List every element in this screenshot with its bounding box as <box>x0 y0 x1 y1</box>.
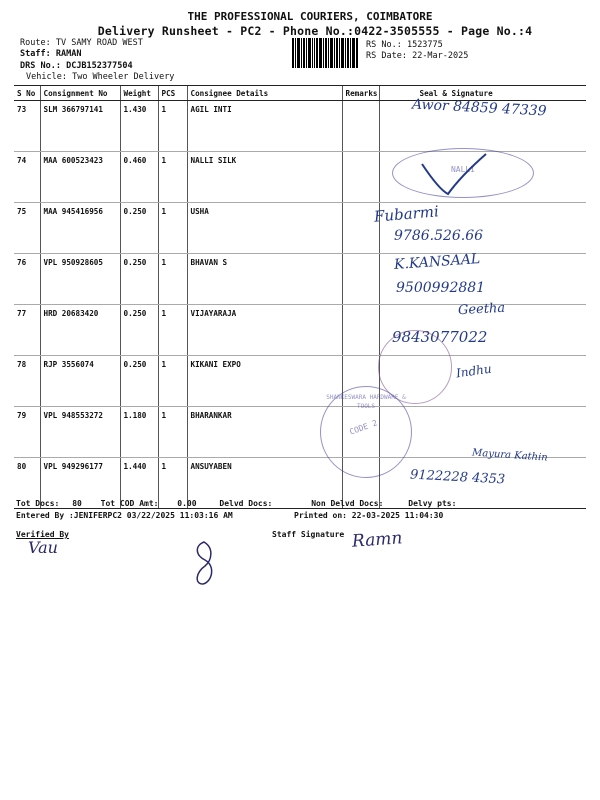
table-row <box>14 254 586 305</box>
staff-label: Staff: <box>20 49 51 59</box>
stamp-row79-text: SHANKESWARA HARDWARE & TOOLS <box>326 394 406 410</box>
tot-docs-label: Tot Docs: <box>16 499 60 508</box>
cell-consignment: HRD 20683420 <box>40 305 120 356</box>
cell-consignee: VIJAYARAJA <box>187 305 342 356</box>
non-delvd-docs-label: Non Delvd Docs: <box>311 499 384 508</box>
cell-sno: 76 <box>14 254 40 305</box>
cell-consignment: MAA 945416956 <box>40 203 120 254</box>
cell-consignment: VPL 950928605 <box>40 254 120 305</box>
cell-weight: 0.250 <box>120 254 158 305</box>
tot-cod-value: 0.00 <box>177 499 197 508</box>
phone-row76: 9500992881 <box>396 280 486 296</box>
rs-no-label: RS No.: <box>366 40 402 50</box>
cell-weight: 0.460 <box>120 152 158 203</box>
staff-value: RAMAN <box>55 49 82 59</box>
col-sno: S No <box>14 86 40 101</box>
rs-date-label: RS Date: <box>366 51 407 61</box>
drs-line <box>20 61 133 71</box>
entered-by: Entered By :JENIFERPC2 03/22/2025 11:03:16 AM <box>16 511 233 520</box>
staff-signature: Ramn <box>351 528 404 552</box>
cell-remarks <box>342 305 379 356</box>
cell-weight: 0.250 <box>120 203 158 254</box>
scribble-mark <box>190 538 220 588</box>
phone-row75: 9786.526.66 <box>394 228 484 244</box>
phone-row77: 9843077022 <box>392 328 488 346</box>
cell-consignee: BHARANKAR <box>187 407 342 458</box>
cell-consignment: SLM 366797141 <box>40 101 120 152</box>
vehicle-value: Two Wheeler Delivery <box>72 72 175 82</box>
cell-consignee: KIKANI EXPO <box>187 356 342 407</box>
col-consignee: Consignee Details <box>187 86 342 101</box>
cell-weight: 1.430 <box>120 101 158 152</box>
cell-consignee: AGIL INTI <box>187 101 342 152</box>
company-title: THE PROFESSIONAL COURIERS, COIMBATORE <box>187 10 433 23</box>
staff-line <box>20 49 81 59</box>
tot-cod-label: Tot COD Amt: <box>100 499 159 508</box>
stamp-row79-inner: CODE 2 <box>348 418 379 437</box>
col-pcs: PCS <box>158 86 187 101</box>
table-header-row <box>14 86 586 101</box>
staff-signature-label: Staff Signature <box>272 530 345 539</box>
cell-sno: 79 <box>14 407 40 458</box>
cell-remarks <box>342 101 379 152</box>
rs-no-value: 1523775 <box>406 40 443 50</box>
delvy-pts-label: Delvy pts: <box>408 499 457 508</box>
signature-row75: Fubarmi <box>373 202 440 226</box>
col-remarks: Remarks <box>342 86 379 101</box>
col-weight: Weight <box>120 86 158 101</box>
cell-remarks <box>342 152 379 203</box>
phone-row80: 9122228 4353 <box>409 467 506 488</box>
cell-consignee: NALLI SILK <box>187 152 342 203</box>
printed-on: Printed on: 22-03-2025 11:04:30 <box>294 511 444 520</box>
runsheet-subtitle: Delivery Runsheet - PC2 - Phone No.:0422-3505555 - Page No.:4 <box>97 24 533 38</box>
rs-no-line <box>366 40 443 50</box>
vehicle-label: Vehicle: <box>26 72 67 82</box>
signature-row76: K.KANSAAL <box>393 251 481 273</box>
checkmark-icon <box>418 150 488 196</box>
cell-consignment: RJP 3556074 <box>40 356 120 407</box>
cell-sno: 75 <box>14 203 40 254</box>
signature-row80: Mayura Kathin <box>471 447 549 464</box>
rs-date-line <box>366 51 468 61</box>
cell-weight: 1.180 <box>120 407 158 458</box>
stamp-row79 <box>320 386 412 478</box>
route-value: TV SAMY ROAD WEST <box>55 38 143 48</box>
cell-consignee: BHAVAN S <box>187 254 342 305</box>
cell-pcs: 1 <box>158 254 187 305</box>
signature-row73: Awor 84859 47339 <box>411 96 547 120</box>
totals-line <box>16 499 456 508</box>
cell-sno: 77 <box>14 305 40 356</box>
cell-sno: 80 <box>14 458 40 509</box>
cell-pcs: 1 <box>158 356 187 407</box>
col-consignment: Consignment No <box>40 86 120 101</box>
delivery-table <box>14 85 586 509</box>
col-seal-signature: Seal & Signature <box>379 86 586 101</box>
cell-pcs: 1 <box>158 152 187 203</box>
cell-pcs: 1 <box>158 203 187 254</box>
cell-pcs: 1 <box>158 407 187 458</box>
cell-consignment: VPL 948553272 <box>40 407 120 458</box>
verified-signature: Vau <box>28 538 58 557</box>
cell-weight: 1.440 <box>120 458 158 509</box>
drs-label: DRS No.: <box>20 61 61 71</box>
cell-pcs: 1 <box>158 101 187 152</box>
cell-sno: 73 <box>14 101 40 152</box>
cell-consignment: MAA 600523423 <box>40 152 120 203</box>
verified-by-label: Verified By <box>16 530 69 539</box>
cell-consignee: ANSUYABEN <box>187 458 342 509</box>
route-line <box>20 38 143 48</box>
cell-weight: 0.250 <box>120 305 158 356</box>
cell-consignment: VPL 949296177 <box>40 458 120 509</box>
table-row <box>14 203 586 254</box>
barcode-image <box>292 38 358 68</box>
cell-sno: 78 <box>14 356 40 407</box>
signature-row78: Indhu <box>455 361 493 381</box>
cell-weight: 0.250 <box>120 356 158 407</box>
tot-docs-value: 80 <box>72 499 82 508</box>
cell-remarks <box>342 254 379 305</box>
table-row <box>14 356 586 407</box>
rs-date-value: 22-Mar-2025 <box>412 51 469 61</box>
cell-sno: 74 <box>14 152 40 203</box>
route-label: Route: <box>20 38 51 48</box>
cell-pcs: 1 <box>158 458 187 509</box>
cell-consignee: USHA <box>187 203 342 254</box>
stamp-row74-text: NALLI <box>450 165 476 174</box>
drs-value: DCJB152377504 <box>66 61 133 71</box>
signature-row77: Geetha <box>457 300 506 319</box>
cell-pcs: 1 <box>158 305 187 356</box>
vehicle-line <box>26 72 174 82</box>
delvd-docs-label: Delvd Docs: <box>219 499 273 508</box>
